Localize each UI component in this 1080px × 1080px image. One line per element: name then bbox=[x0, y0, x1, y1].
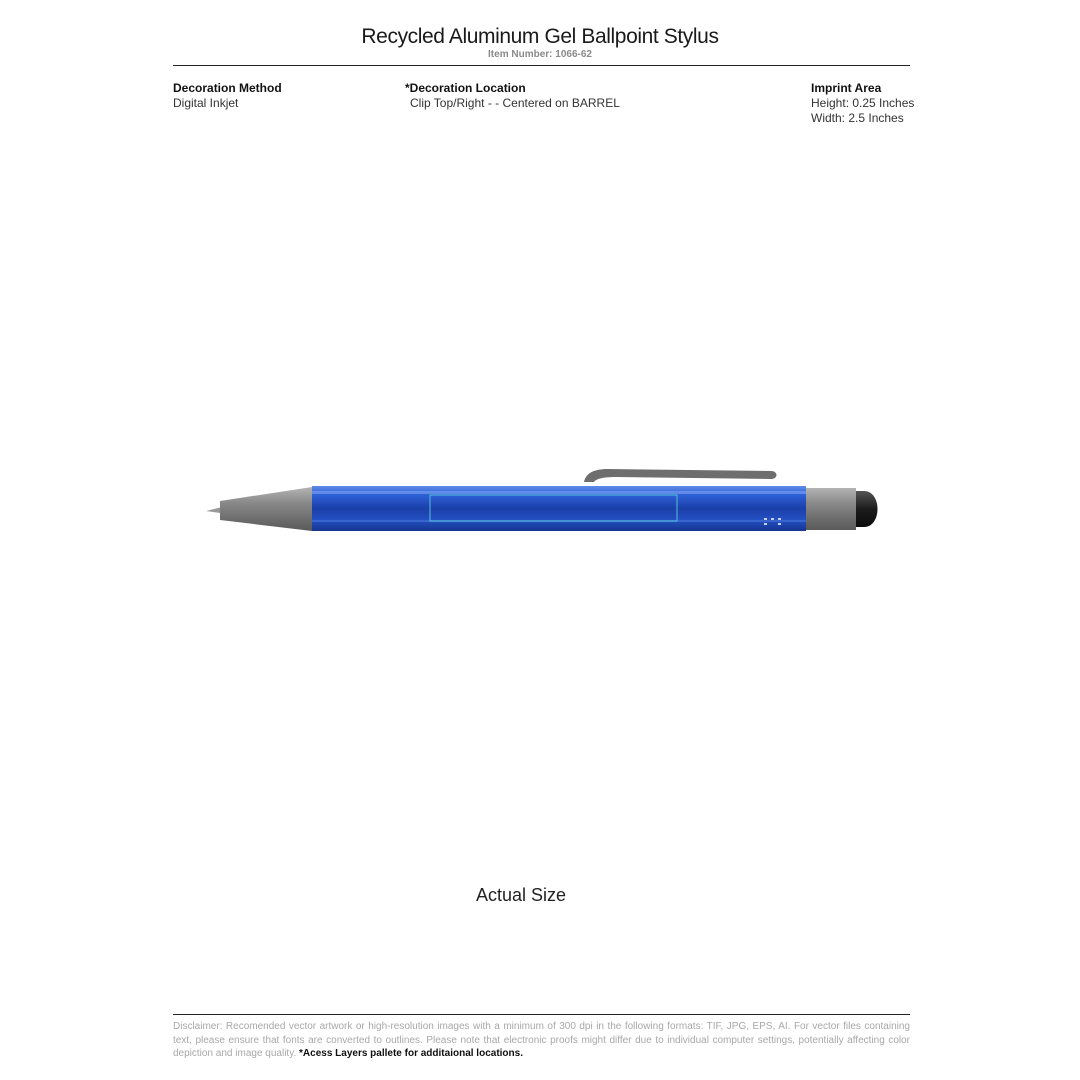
footer-divider bbox=[173, 1014, 910, 1015]
decoration-location-label: *Decoration Location bbox=[405, 81, 526, 95]
decoration-method-value: Digital Inkjet bbox=[173, 96, 239, 110]
product-title: Recycled Aluminum Gel Ballpoint Stylus bbox=[361, 25, 719, 48]
decoration-method-label: Decoration Method bbox=[173, 81, 282, 95]
pen-image bbox=[200, 460, 890, 540]
imprint-height: Height: 0.25 Inches bbox=[811, 96, 915, 110]
item-number: Item Number: 1066-62 bbox=[488, 49, 592, 60]
pen-point bbox=[206, 508, 220, 514]
decoration-location-value: Clip Top/Right - - Centered on BARREL bbox=[410, 96, 620, 110]
imprint-area-block bbox=[811, 81, 914, 126]
header-divider bbox=[173, 65, 910, 66]
actual-size-caption: Actual Size bbox=[475, 885, 567, 905]
pen-end-band bbox=[806, 488, 856, 530]
imprint-area-label: Imprint Area bbox=[811, 81, 882, 95]
imprint-width: Width: 2.5 Inches bbox=[811, 111, 904, 125]
decoration-method-block bbox=[173, 81, 282, 111]
layers-note: *Acess Layers pallete for additaional locations. bbox=[299, 1048, 523, 1059]
disclaimer-body: Disclaimer: Recomended vector artwork or high-resolution images with a minimum of 300 dpi in the following formats: TIF, JPG, EPS, AI. For vector files containing text, please ensure that fonts are converted to outlines. Please note that electronic proofs might differ due to individual computer settings, potentially affecting color depiction and image quality. bbox=[173, 1021, 910, 1059]
pen-front-cone bbox=[220, 487, 312, 531]
stylus-tip bbox=[856, 491, 878, 527]
pen-clip bbox=[584, 469, 777, 482]
decoration-location-block bbox=[405, 81, 620, 111]
disclaimer-text bbox=[173, 1020, 910, 1061]
